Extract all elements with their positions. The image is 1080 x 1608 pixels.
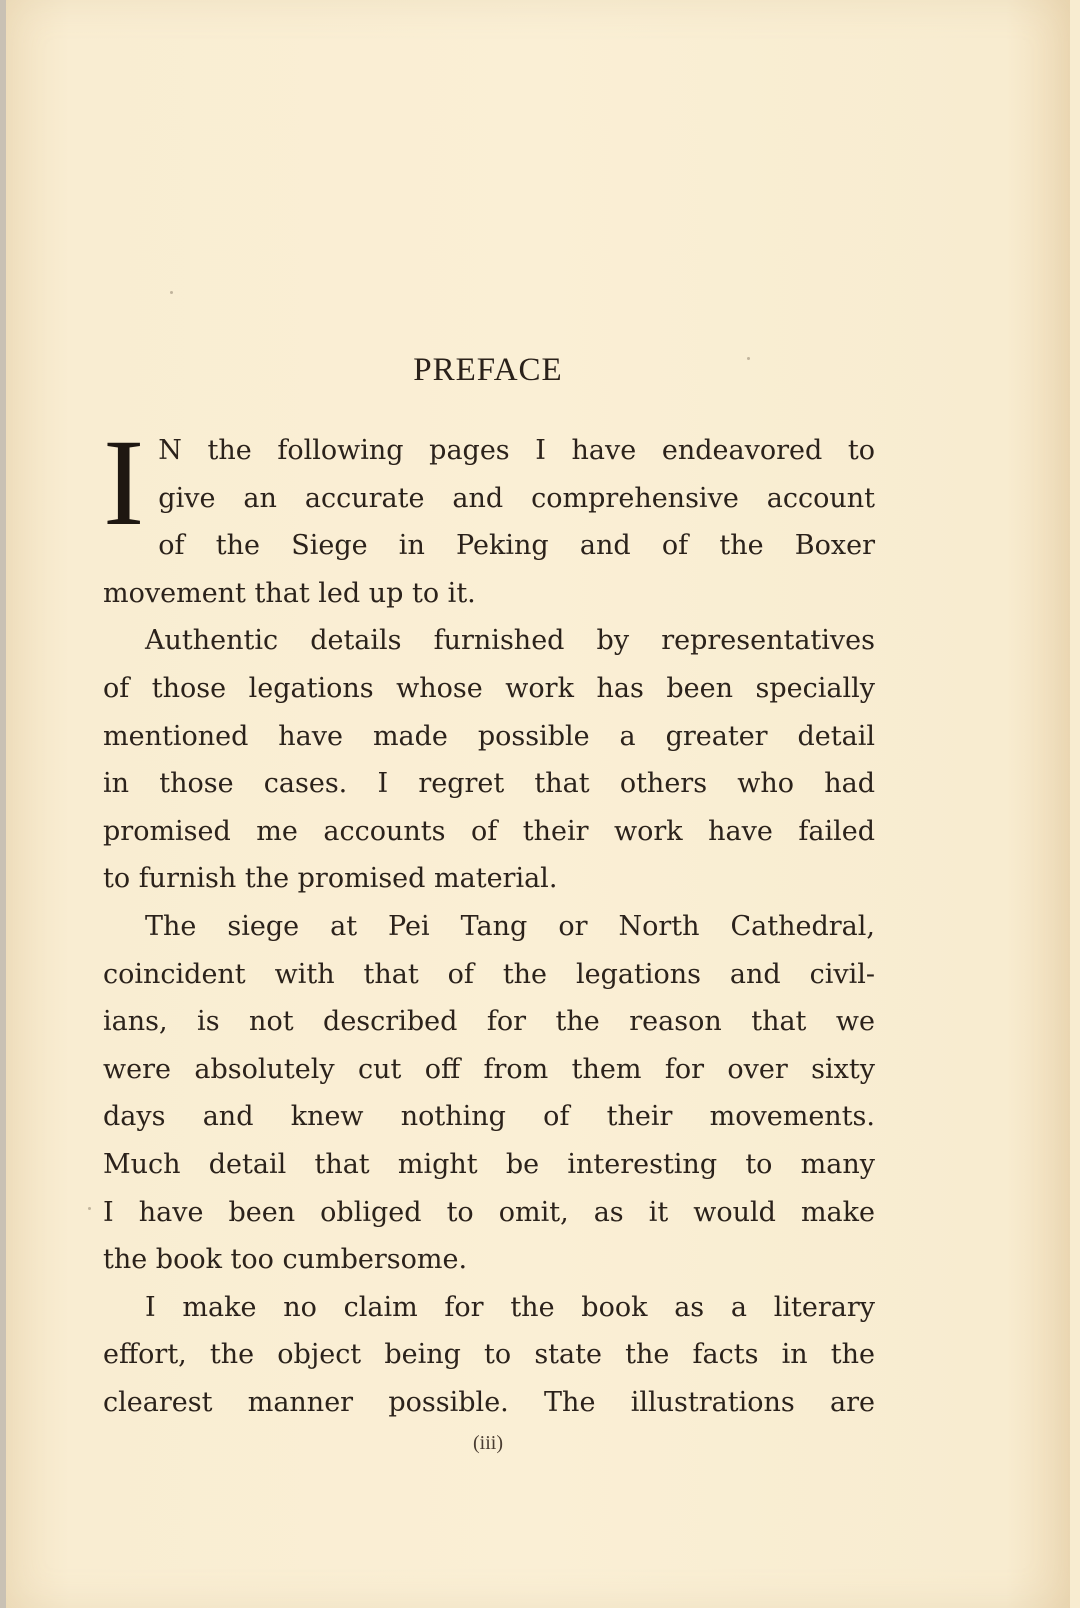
text-line: the book too cumbersome. [103,1244,468,1276]
text-line: promised me accounts of their work have failed [103,815,875,847]
paragraph-4 [103,1284,875,1427]
paragraph-1 [103,414,875,617]
book-page [6,0,1070,1608]
text-line: in those cases. I regret that others who had [103,768,875,800]
drop-cap: I [103,414,145,551]
text-line: The siege at Pei Tang or North Cathedral, [145,910,875,942]
text-line: clearest manner possible. The illustrations are [103,1386,875,1418]
text-line: of the Siege in Peking and of the Boxer [158,530,875,562]
text-line: of those legations whose work has been specially [103,672,875,704]
paper-speck [170,291,173,294]
text-line: mentioned have made possible a greater detail [103,720,875,752]
text-line: I make no claim for the book as a literary [145,1291,875,1323]
paragraph-3 [103,903,875,1284]
paper-speck [747,357,750,360]
text-line: were absolutely cut off from them for over sixty [103,1053,875,1085]
paragraph-2 [103,617,875,903]
text-line: to furnish the promised material. [103,863,558,895]
text-line: coincident with that of the legations and civil- [103,958,875,990]
text-line: give an accurate and comprehensive account [158,482,875,514]
page-title: PREFACE [413,352,563,388]
text-line: N the following pages I have endeavored to [158,435,875,466]
text-line: days and knew nothing of their movements. [103,1101,875,1133]
page-number: (iii) [473,1432,503,1454]
preface-body [103,414,875,1426]
text-line: I have been obliged to omit, as it would make [103,1196,875,1228]
paper-speck [88,1207,91,1210]
text-line: movement that led up to it. [103,577,476,609]
text-line: ians, is not described for the reason that we [103,1006,875,1038]
text-line: Authentic details furnished by representatives [145,625,875,657]
text-line: effort, the object being to state the facts in the [103,1339,875,1371]
text-line: Much detail that might be interesting to many [103,1148,875,1180]
